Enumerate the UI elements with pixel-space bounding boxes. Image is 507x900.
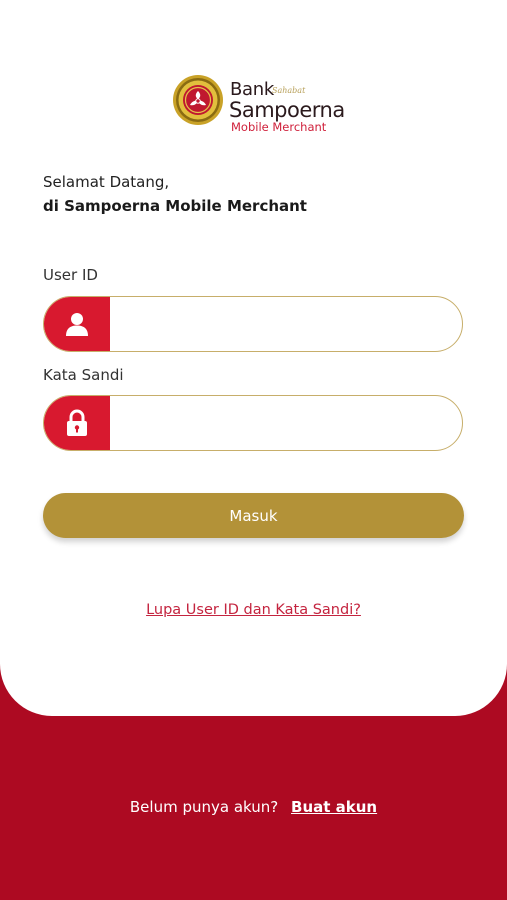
logo-script-text: Sahabat [272,86,306,95]
user-icon [44,297,110,351]
user-id-field[interactable] [43,296,463,352]
password-label: Kata Sandi [43,366,124,384]
login-button[interactable]: Masuk [43,493,464,538]
signup-prompt [0,798,507,816]
signup-prompt-text: Belum punya akun? [129,798,279,816]
password-field[interactable] [43,395,463,451]
logo-bank-text: Bank [230,79,275,100]
welcome-greeting: Selamat Datang, [43,173,170,191]
forgot-credentials-link[interactable]: Lupa User ID dan Kata Sandi? [146,602,361,618]
bank-seal-icon [172,74,224,126]
logo-subtitle-text: Mobile Merchant [231,120,327,134]
password-input[interactable] [110,396,455,450]
user-id-label: User ID [43,266,98,284]
user-id-input[interactable] [110,297,455,351]
lock-icon [44,396,110,450]
bank-sampoerna-logo [172,72,345,134]
logo-name-text: Sampoerna [229,98,345,122]
welcome-app-name: di Sampoerna Mobile Merchant [43,197,307,215]
create-account-link[interactable]: Buat akun [291,798,378,816]
